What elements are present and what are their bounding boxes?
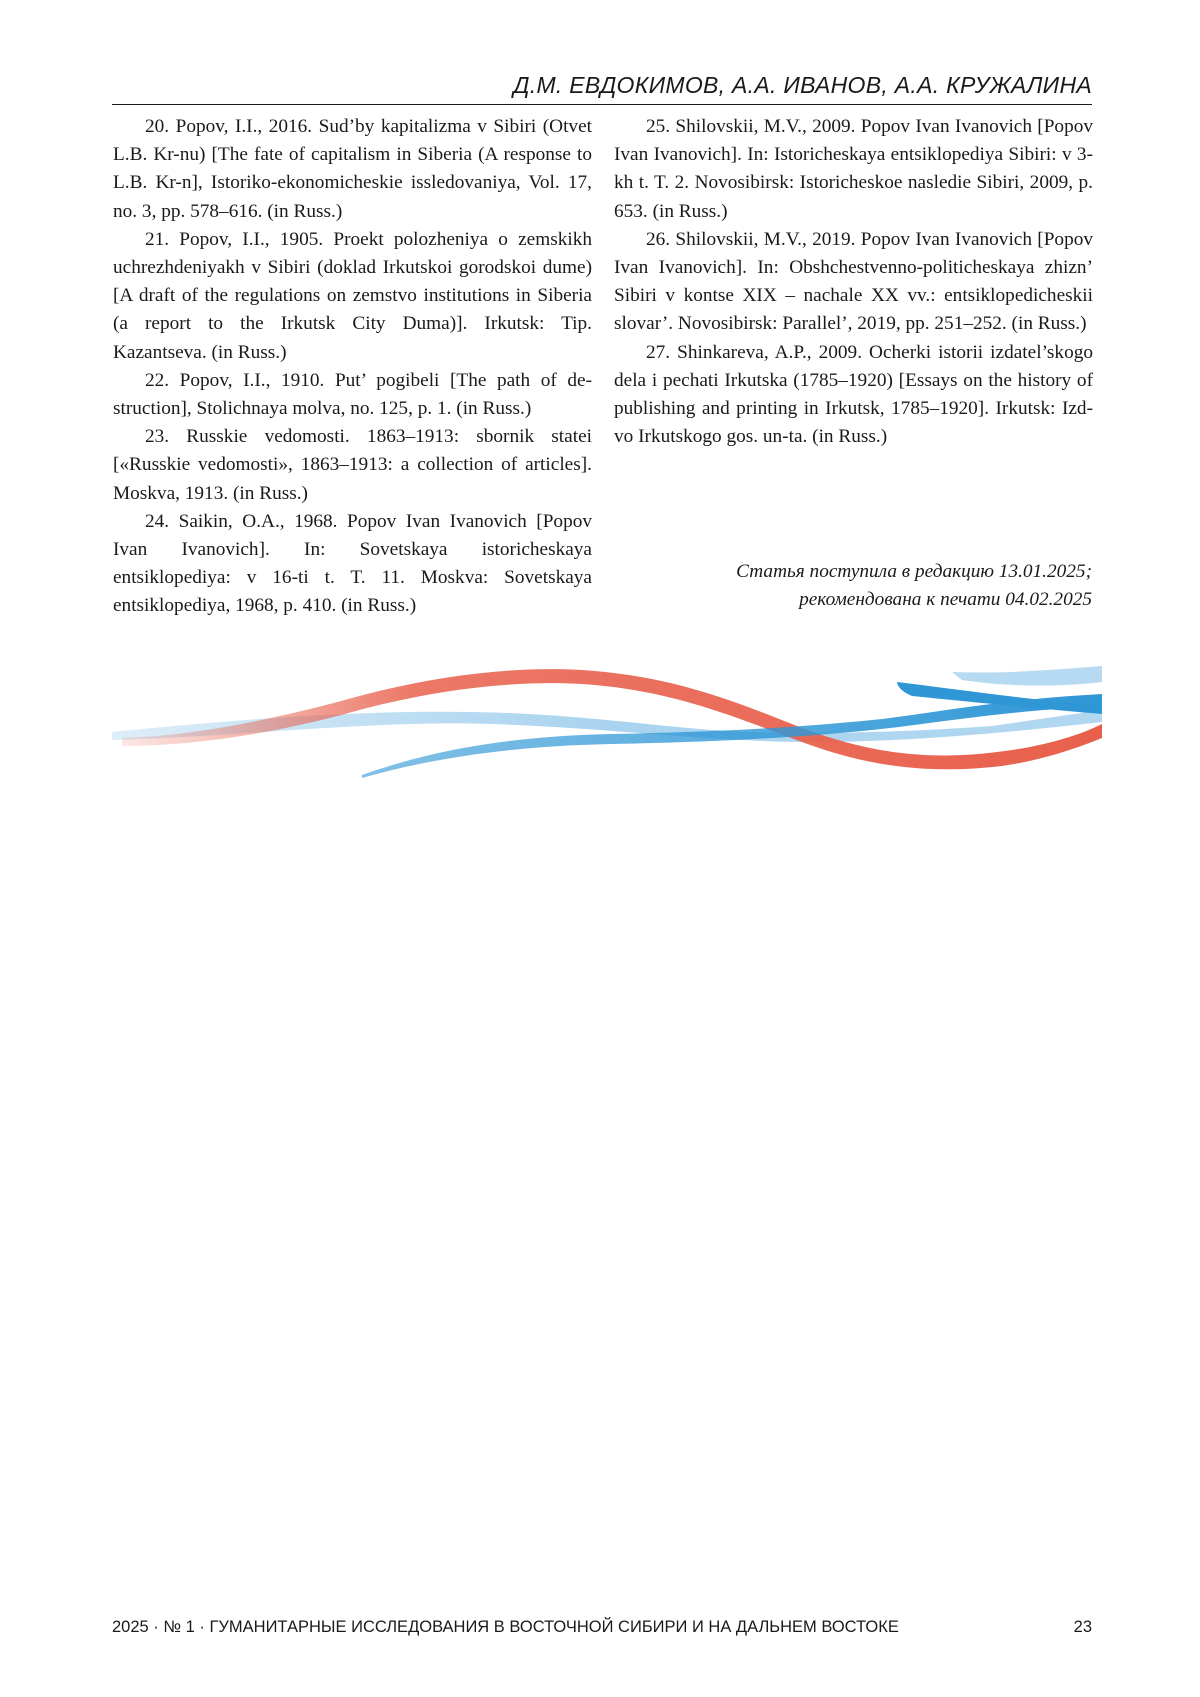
reference-item-21: 21. Popov, I.I., 1905. Proekt polozheniya o zemskikh uchrezhdeniyakh v Sibiri (doklad Irkutskoi gorodskoi dume) [A draft of the regulations on zemstvo institutions in Siberia (a report to the Irkutsk City Duma)]. Irkutsk: Tip. Kazantseva. (in Russ.) bbox=[113, 228, 592, 363]
decorative-waves bbox=[112, 650, 1102, 785]
running-head-authors: Д.М. ЕВДОКИМОВ, А.А. ИВАНОВ, А.А. КРУЖАЛИНА bbox=[513, 72, 1092, 98]
reference-item-20: 20. Popov, I.I., 2016. Sud’by kapitalizma v Sibiri (Otvet L.B. Kr-nu) [The fate of capitalism in Siberia (A response to L.B. Kr-n], Istoriko-ekonomicheskie issledovaniya, Vol. 17, no. 3, pp. 578–616. (in Russ.) bbox=[113, 116, 592, 222]
recommended-date-line: рекомендована к печати 04.02.2025 bbox=[799, 589, 1092, 610]
reference-item-22: 22. Popov, I.I., 1910. Put’ pogibeli [The path of destruction], Stolichnaya molva, no. 125, p. 1. (in Russ.) bbox=[113, 369, 592, 420]
journal-title: 2025 · № 1 · ГУМАНИТАРНЫЕ ИССЛЕДОВАНИЯ В ВОСТОЧНОЙ СИБИРИ И НА ДАЛЬНЕМ ВОСТОКЕ bbox=[112, 1618, 899, 1636]
header-divider bbox=[112, 104, 1092, 105]
received-note bbox=[614, 558, 1092, 614]
received-date-line: Статья поступила в редакцию 13.01.2025; bbox=[736, 561, 1092, 582]
reference-item-26: 26. Shilovskii, M.V., 2019. Popov Ivan Ivanovich [Popov Ivan Ivanovich]. In: Obshchestvenno-politicheskaya zhizn’ Sibiri v kontse XIX – nachale XX vv.: entsiklopedicheskii slovar’. Novosibirsk: Parallel’, 2019, pp. 251–252. (in Russ.) bbox=[614, 228, 1093, 335]
page-number: 23 bbox=[1073, 1618, 1092, 1636]
reference-item-25: 25. Shilovskii, M.V., 2009. Popov Ivan Ivanovich [Popov Ivan Ivanovich]. In: Istoricheskaya entsiklopediya Sibiri: v 3-kh t. T. 2. Novosibirsk: Istoricheskoe nasledie Sibiri, 2009, p. 653. (in Russ.) bbox=[614, 116, 1093, 222]
light-blue-swoosh-top bbox=[952, 666, 1102, 686]
references-column-right bbox=[614, 113, 1093, 451]
reference-item-24: 24. Saikin, O.A., 1968. Popov Ivan Ivanovich [Popov Ivan Ivanovich]. In: Sovetskaya istoricheskaya entsiklopediya: v 16-ti t. T. 11. Moskva: Sovetskaya entsiklopediya, 1968, p. 410. (in Russ.) bbox=[113, 510, 592, 617]
reference-item-27: 27. Shinkareva, A.P., 2009. Ocherki istorii izdatel’skogo dela i pechati Irkutska (1785–1920) [Essays on the history of publishing and printing in Irkutsk, 1785–1920]. Irkutsk: Izd-vo Irkutskogo gos. un-ta. (in Russ.) bbox=[614, 341, 1093, 448]
references-column-left bbox=[113, 113, 592, 621]
reference-item-23: 23. Russkie vedomosti. 1863–1913: sbornik statei [«Russkie vedomosti», 1863–1913: a collection of articles]. Moskva, 1913. (in Russ.) bbox=[113, 426, 592, 504]
